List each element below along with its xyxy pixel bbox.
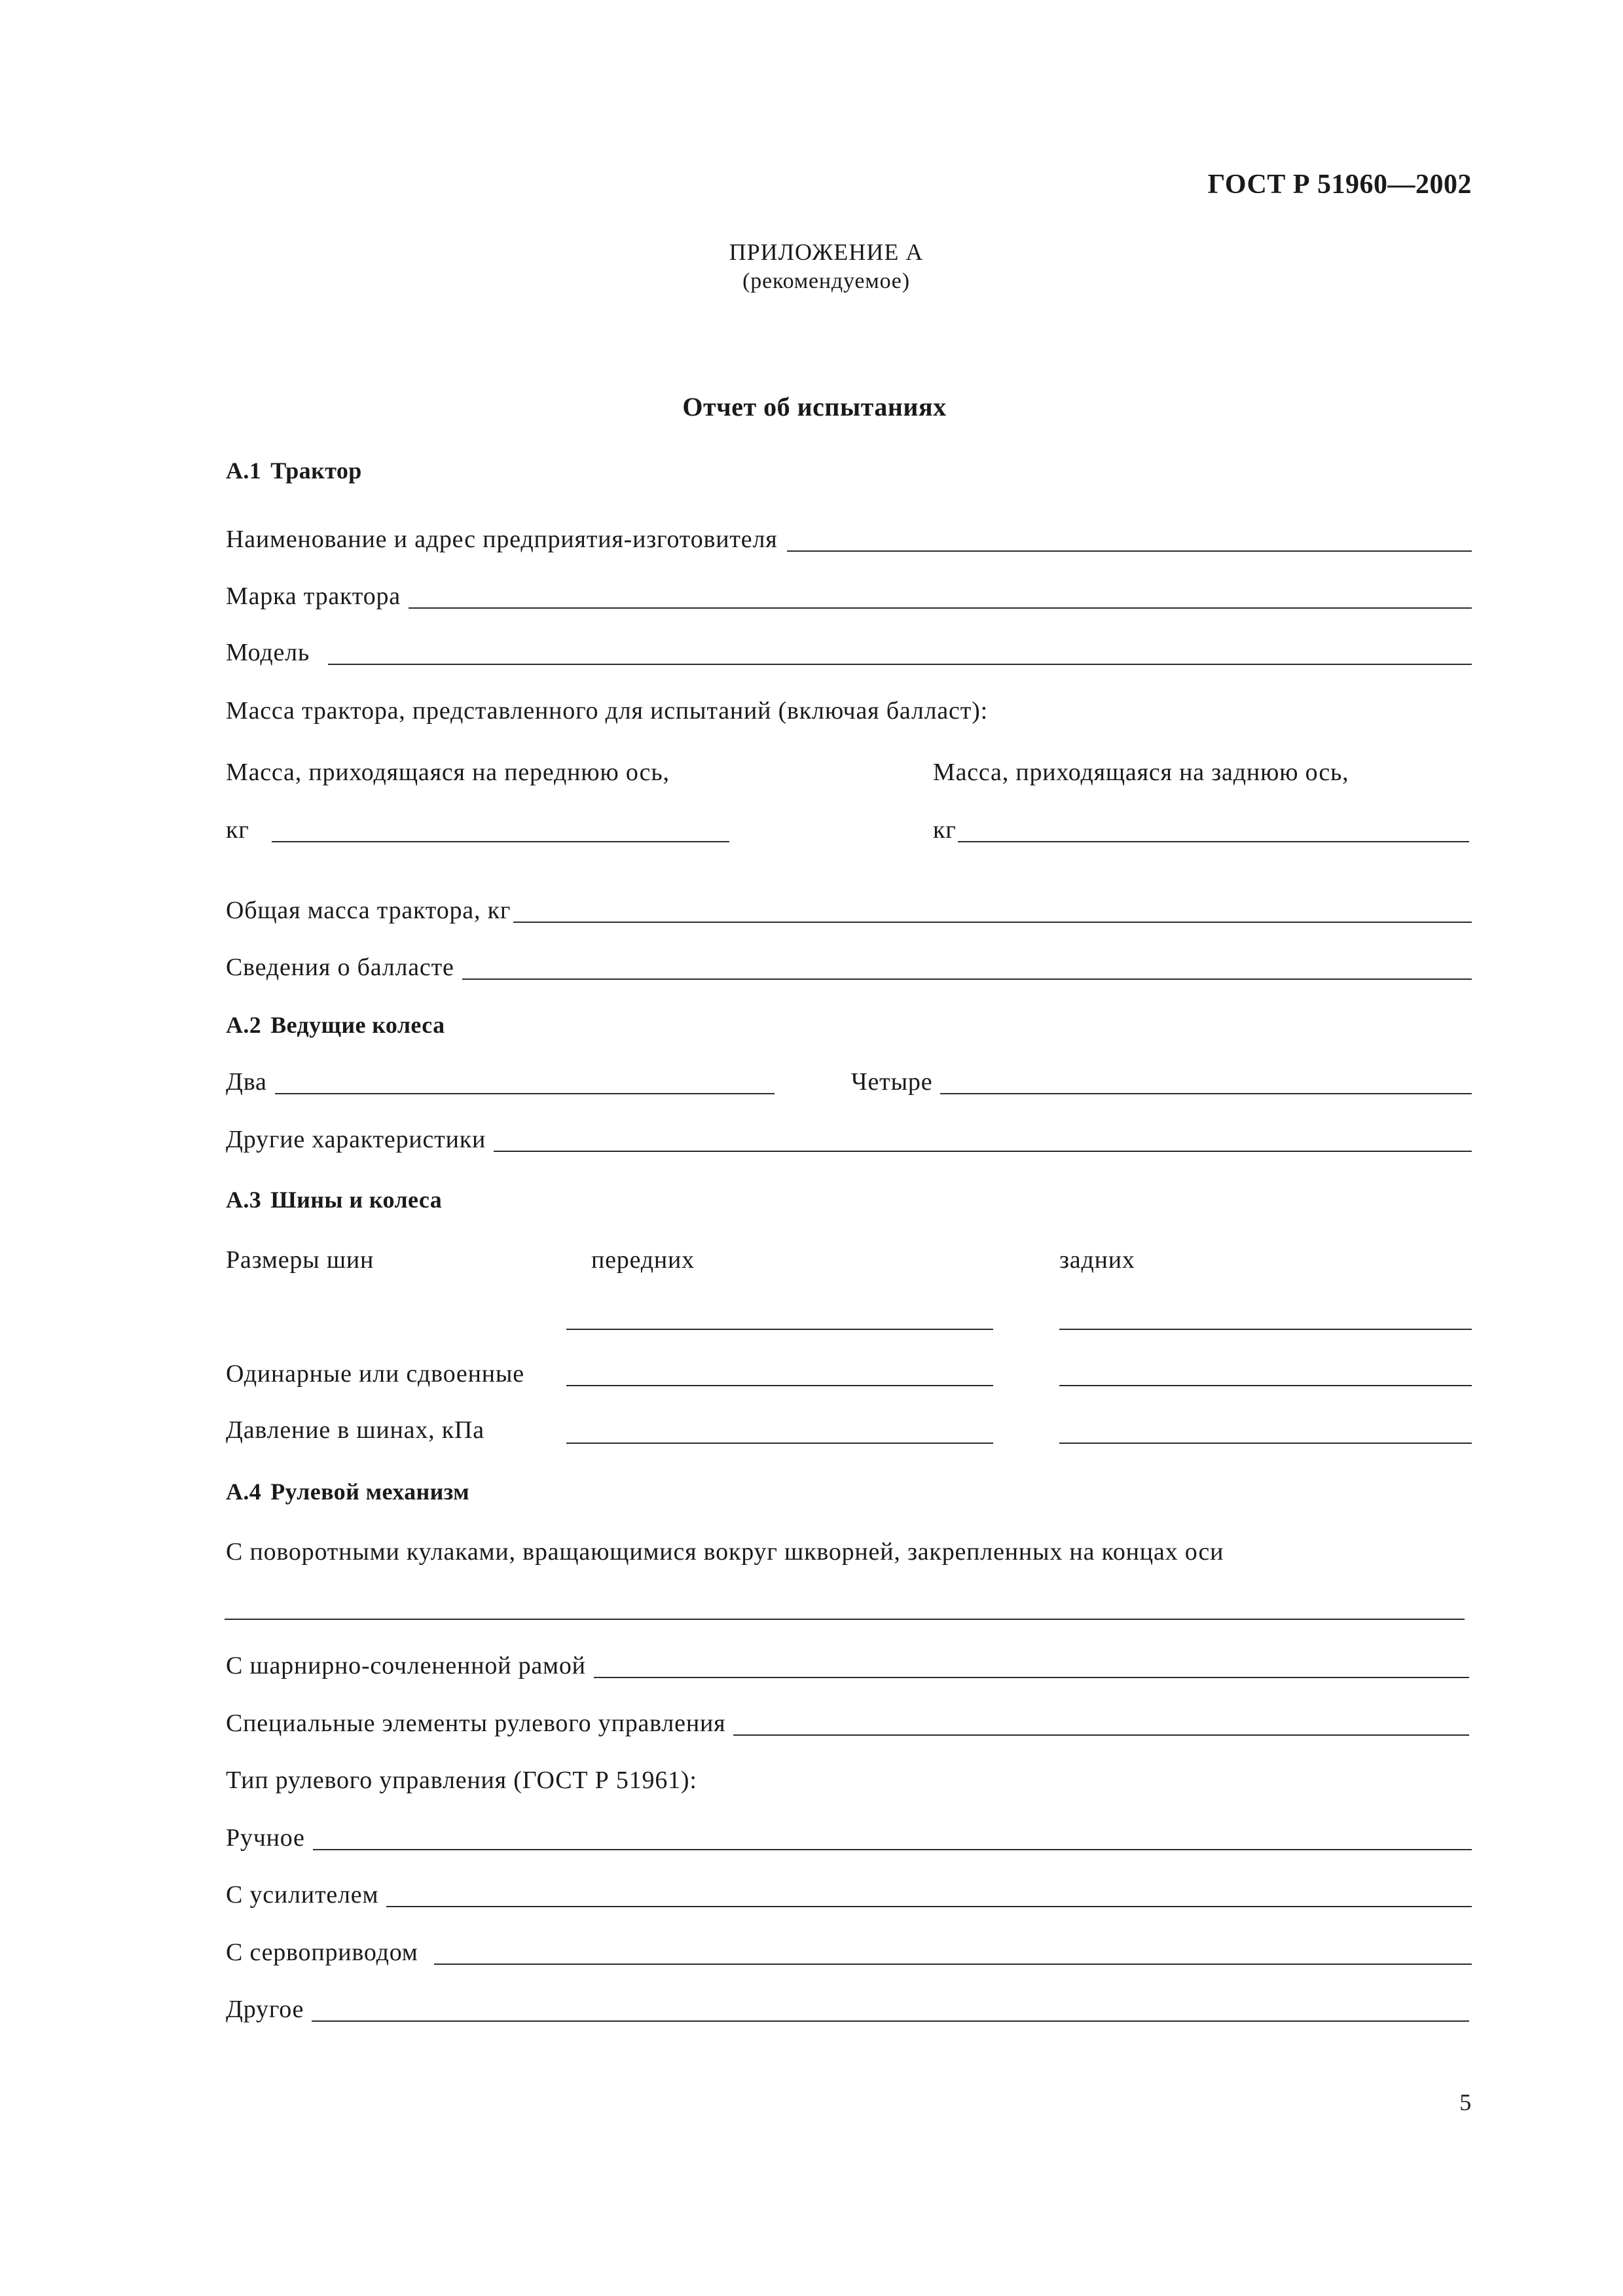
section-title: Трактор [270,457,362,484]
rear-column-header: задних [1059,1246,1135,1274]
section-a2-heading [226,1013,445,1037]
section-number: А.2 [226,1012,262,1038]
articulated-frame-label: С шарнирно-сочлененной рамой [226,1652,586,1679]
rear-single-dual-blank-line [1059,1385,1472,1386]
special-steering-field [226,1711,1469,1736]
servo-steering-blank-line [434,1940,1472,1965]
ballast-label: Сведения о балласте [226,954,454,981]
section-title: Рулевой механизм [270,1479,470,1505]
four-blank-line [940,1069,1472,1094]
two-blank-line [275,1069,775,1094]
standard-number: ГОСТ Р 51960—2002 [1207,170,1472,200]
model-label: Модель [226,639,310,666]
section-a3-heading [226,1188,442,1211]
tire-pressure-label: Давление в шинах, кПа [226,1416,484,1444]
appendix-status: (рекомендуемое) [742,269,910,293]
other-steering-label: Другое [226,1996,304,2023]
special-steering-label: Специальные элементы рулевого управления [226,1710,726,1737]
section-title: Ведущие колеса [270,1012,445,1038]
other-steering-field [226,1997,1469,2022]
front-axle-mass-field [226,817,729,842]
kingpin-steering-label: С поворотными кулаками, вращающимися вокруг шкворней, закрепленных на концах оси [226,1538,1224,1566]
report-title: Отчет об испытаниях [682,392,947,422]
rear-tire-pressure-blank-line [1059,1443,1472,1444]
manufacturer-field [226,527,1472,552]
special-steering-blank-line [733,1711,1469,1736]
servo-steering-label: С сервоприводом [226,1939,418,1966]
section-number: А.3 [226,1187,262,1213]
other-characteristics-field [226,1127,1472,1152]
front-axle-blank-line [272,817,729,842]
ballast-blank-line [462,955,1472,980]
front-tire-pressure-blank-line [566,1443,993,1444]
kingpin-steering-blank-line [225,1619,1465,1620]
front-column-header: передних [591,1246,695,1274]
total-mass-field [226,898,1472,923]
ballast-field [226,955,1472,980]
brand-label: Марка трактора [226,583,401,610]
section-number: А.4 [226,1479,262,1505]
appendix-label: ПРИЛОЖЕНИЕ А [729,239,924,265]
brand-blank-line [409,584,1472,609]
section-number: А.1 [226,457,262,484]
other-characteristics-blank-line [494,1127,1472,1152]
servo-steering-field [226,1940,1472,1965]
manufacturer-label: Наименование и адрес предприятия-изготовителя [226,526,778,553]
articulated-frame-blank-line [594,1653,1469,1678]
manual-steering-blank-line [313,1825,1472,1850]
total-mass-label: Общая масса трактора, кг [226,897,511,924]
manual-steering-field [226,1825,1472,1850]
section-a1-heading [226,459,362,482]
total-mass-blank-line [513,898,1472,923]
four-label: Четыре [851,1068,933,1096]
front-tire-size-blank-line [566,1329,993,1330]
front-axle-unit: кг [226,816,249,844]
articulated-frame-field [226,1653,1469,1678]
tire-size-label: Размеры шин [226,1246,374,1274]
power-steering-blank-line [386,1882,1472,1907]
front-single-dual-blank-line [566,1385,993,1386]
front-axle-mass-label: Масса, приходящаяся на переднюю ось, [226,759,670,786]
brand-field [226,584,1472,609]
rear-axle-blank-line [958,817,1469,842]
single-dual-label: Одинарные или сдвоенные [226,1360,524,1388]
model-field [226,640,1472,665]
model-blank-line [328,640,1472,665]
section-a4-heading [226,1480,469,1503]
steering-type-intro: Тип рулевого управления (ГОСТ Р 51961): [226,1767,697,1794]
power-steering-label: С усилителем [226,1881,379,1909]
rear-axle-mass-field [933,817,1469,842]
rear-axle-unit: кг [933,816,957,844]
page-number: 5 [1459,2089,1472,2115]
mass-intro-text: Масса трактора, представленного для испытаний (включая балласт): [226,697,988,725]
manufacturer-blank-line [787,527,1472,552]
other-steering-blank-line [312,1997,1469,2022]
rear-axle-mass-label: Масса, приходящаяся на заднюю ось, [933,759,1349,786]
section-title: Шины и колеса [270,1187,443,1213]
other-characteristics-label: Другие характеристики [226,1126,486,1153]
two-wheel-drive-field [226,1069,775,1094]
manual-steering-label: Ручное [226,1824,305,1852]
rear-tire-size-blank-line [1059,1329,1472,1330]
two-label: Два [226,1068,267,1096]
four-wheel-drive-field [851,1069,1472,1094]
power-steering-field [226,1882,1472,1907]
